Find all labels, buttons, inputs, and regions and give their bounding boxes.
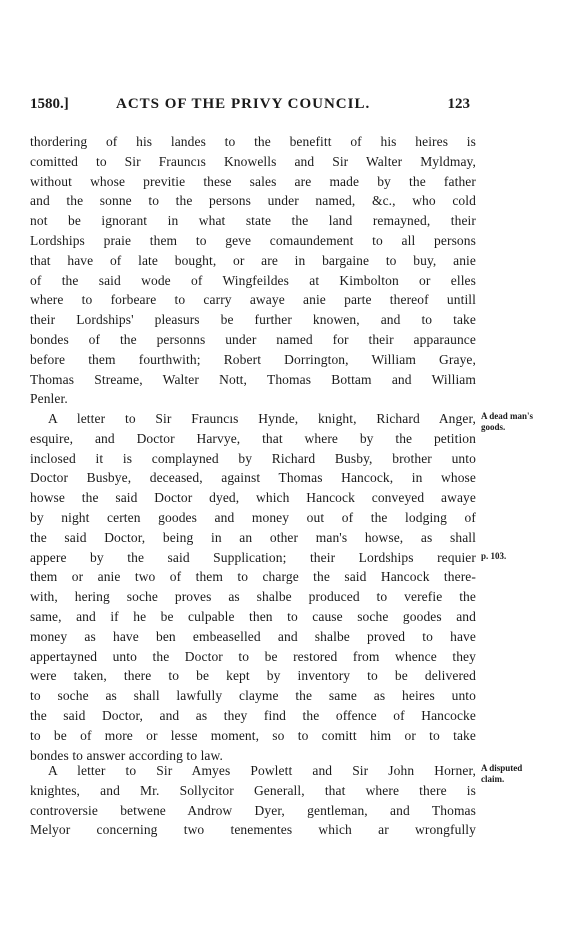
text-line: Thomas Streame, Walter Nott, Thomas Bottam and William: [30, 371, 476, 387]
text-line: money as have ben embeaselled and shalbe proved to have: [30, 628, 476, 644]
margin-note-line: A disputed: [481, 763, 523, 773]
text-line: esquire, and Doctor Harvye, that where by the petition: [30, 430, 476, 446]
margin-note-dead-mans-goods: [481, 411, 533, 433]
margin-note-line: goods.: [481, 422, 506, 432]
margin-note-disputed-claim: [481, 763, 522, 785]
text-line: of the said wode of Wingfeildes at Kimbolton or elles: [30, 272, 476, 288]
text-line: their Lordships' pleasurs be further knowen, and to take: [30, 312, 476, 328]
text-line: the said Doctor, being in an other man's howse, as shall: [30, 529, 476, 545]
text-line: the said Doctor, and as they find the offence of Hancocke: [30, 707, 476, 723]
margin-note-line: claim.: [481, 774, 505, 784]
text-line: were taken, there to be kept by inventory to be delivered: [30, 668, 476, 684]
text-line: same, and if he be culpable then to cause soche goodes and: [30, 608, 476, 624]
margin-note-page-ref: p. 103.: [481, 551, 507, 561]
header-year: 1580.]: [30, 96, 69, 112]
text-line: to soche as shall lawfully clayme the same as heires unto: [30, 688, 476, 704]
text-line: A letter to Sir Frauncıs Hynde, knight, Richard Anger,: [48, 411, 476, 426]
text-line: Penler.: [30, 391, 68, 407]
text-line: bondes to answer according to law.: [30, 747, 223, 763]
text-line: and the sonne to the persons under named, &c., who cold: [30, 193, 476, 209]
text-line: thordering of his landes to the benefitt of his heires is: [30, 134, 476, 149]
paragraph-3: [30, 761, 476, 840]
text-line: Lordships praie them to geve comaundement to all persons: [30, 232, 476, 248]
text-line: bondes of the personns under named for their apparaunce: [30, 331, 476, 347]
text-line: howse the said Doctor dyed, which Hancock conveyed awaye: [30, 490, 476, 506]
header-title: ACTS OF THE PRIVY COUNCIL.: [116, 96, 371, 112]
text-line: where to forbeare to carry awaye anie parte thereof untill: [30, 292, 476, 308]
text-line: inclosed it is complayned by Richard Busby, brother unto: [30, 450, 476, 466]
text-line: by night certen goodes and money out of the lodging of: [30, 509, 476, 525]
running-header: [30, 96, 470, 116]
text-line: Doctor Busbye, deceased, against Thomas Hancock, in whose: [30, 470, 476, 486]
text-line: A letter to Sir Amyes Powlett and Sir John Horner,: [48, 763, 476, 778]
text-line: controversie betwene Androw Dyer, gentleman, and Thomas: [30, 802, 476, 818]
text-line: knightes, and Mr. Sollycitor Generall, that where there is: [30, 782, 476, 798]
text-line: comitted to Sir Frauncıs Knowells and Sir Walter Myldmay,: [30, 153, 476, 169]
text-line: them or anie two of them to charge the said Hancock there-: [30, 569, 476, 585]
paragraph-1: [30, 132, 476, 409]
text-line: with, hering soche proves as shalbe produced to verefie the: [30, 589, 476, 605]
margin-note-line: A dead man's: [481, 411, 534, 421]
text-line: to be of more or lesse moment, so to comitt him or to take: [30, 727, 476, 743]
text-line: not be ignorant in what state the land remayned, their: [30, 213, 476, 229]
text-line: before them fourthwith; Robert Dorrington, William Graye,: [30, 351, 476, 367]
text-line: appere by the said Supplication; their Lordships requier: [30, 549, 476, 565]
text-line: that have of late bought, or are in bargaine to buy, anie: [30, 252, 476, 268]
text-line: appertayned unto the Doctor to be restored from whence they: [30, 648, 476, 664]
text-line: Melyor concerning two tenementes which ar wrongfully: [30, 822, 476, 838]
text-line: without whose previtie these sales are made by the father: [30, 173, 476, 189]
paragraph-2: [30, 409, 476, 765]
page-number: 123: [447, 96, 470, 112]
